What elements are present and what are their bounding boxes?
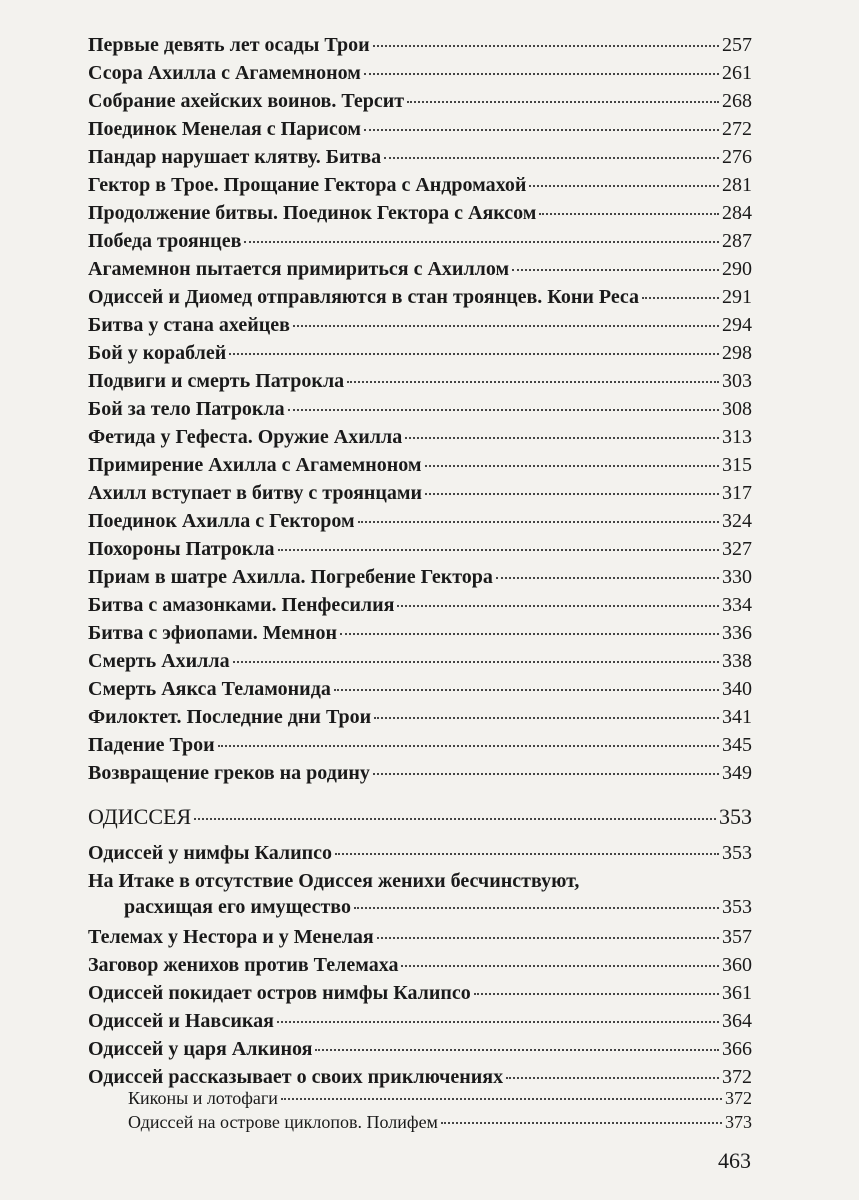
toc-entry-title: Одиссей на острове циклопов. Полифем bbox=[128, 1112, 438, 1132]
toc-entry bbox=[88, 286, 752, 314]
toc-entry bbox=[88, 622, 752, 650]
toc-entry-title: Ссора Ахилла с Агамемноном bbox=[88, 62, 361, 84]
dot-leader bbox=[347, 381, 719, 383]
toc-entry bbox=[88, 342, 752, 370]
dot-leader bbox=[358, 521, 719, 523]
dot-leader bbox=[642, 297, 719, 299]
toc-entry-page: 272 bbox=[722, 118, 752, 140]
toc-entry-page: 357 bbox=[722, 926, 752, 948]
dot-leader bbox=[334, 689, 719, 691]
dot-leader bbox=[474, 993, 719, 995]
toc-entry-title: Одиссей и Навсикая bbox=[88, 1010, 274, 1032]
toc-entry-page: 290 bbox=[722, 258, 752, 280]
toc-entry bbox=[88, 762, 752, 790]
toc-entry bbox=[88, 926, 752, 954]
toc-entry bbox=[88, 566, 752, 594]
toc-entry-page: 372 bbox=[725, 1088, 752, 1108]
toc-entry-title: Фетида у Гефеста. Оружие Ахилла bbox=[88, 426, 403, 448]
toc-entry-page: 284 bbox=[722, 202, 752, 224]
toc-entry-title: Телемах у Нестора и у Менелая bbox=[88, 926, 374, 948]
toc-entry-page: 345 bbox=[722, 734, 752, 756]
dot-leader bbox=[281, 1098, 722, 1100]
toc-entry-title: Смерть Аякса Теламонида bbox=[88, 678, 331, 700]
toc-entry-title: Приам в шатре Ахилла. Погребение Гектора bbox=[88, 566, 493, 588]
toc-entry-page: 366 bbox=[722, 1038, 752, 1060]
toc-entry-page: 353 bbox=[719, 804, 752, 829]
toc-section-heading bbox=[88, 804, 752, 832]
dot-leader bbox=[405, 437, 719, 439]
toc-entry bbox=[88, 842, 752, 870]
dot-leader bbox=[374, 717, 719, 719]
toc-entry bbox=[88, 34, 752, 62]
toc-entry-title: Победа троянцев bbox=[88, 230, 242, 252]
toc-entry-title: Одиссей рассказывает о своих приключениях bbox=[88, 1066, 504, 1088]
toc-entry bbox=[88, 398, 752, 426]
dot-leader bbox=[397, 605, 719, 607]
toc-entry-title: Примирение Ахилла с Агамемноном bbox=[88, 454, 422, 476]
toc-entry-title: Битва у стана ахейцев bbox=[88, 314, 290, 336]
toc-entry-title: Продолжение битвы. Поединок Гектора с Аяксом bbox=[88, 202, 537, 224]
toc-entry-page: 336 bbox=[722, 622, 752, 644]
dot-leader bbox=[364, 129, 719, 131]
dot-leader bbox=[496, 577, 719, 579]
dot-leader bbox=[354, 907, 719, 909]
toc-entry bbox=[88, 1112, 752, 1140]
toc-entry-title: Собрание ахейских воинов. Терсит bbox=[88, 90, 405, 112]
dot-leader bbox=[401, 965, 719, 967]
toc-entry bbox=[88, 510, 752, 538]
toc-entry-title: Смерть Ахилла bbox=[88, 650, 230, 672]
dot-leader bbox=[384, 157, 719, 159]
toc-entry-page: 257 bbox=[722, 34, 752, 56]
toc-entry-page: 324 bbox=[722, 510, 752, 532]
toc-entry bbox=[88, 146, 752, 174]
dot-leader bbox=[373, 45, 719, 47]
toc-entry-title: расхищая его имущество bbox=[124, 896, 351, 918]
toc-entry-title: Заговор женихов против Телемаха bbox=[88, 954, 399, 976]
toc-entry-title: Подвиги и смерть Патрокла bbox=[88, 370, 345, 392]
dot-leader bbox=[441, 1122, 722, 1124]
toc-entry-title: Пандар нарушает клятву. Битва bbox=[88, 146, 382, 168]
dot-leader bbox=[229, 353, 719, 355]
toc-entry bbox=[88, 202, 752, 230]
toc-entry-page: 268 bbox=[722, 90, 752, 112]
toc-entry bbox=[88, 118, 752, 146]
dot-leader bbox=[340, 633, 719, 635]
dot-leader bbox=[425, 493, 719, 495]
toc-entry-page: 315 bbox=[722, 454, 752, 476]
toc-entry bbox=[88, 62, 752, 90]
toc-entry bbox=[88, 426, 752, 454]
toc-entry-page: 287 bbox=[722, 230, 752, 252]
toc-entry-page: 291 bbox=[722, 286, 752, 308]
dot-leader bbox=[278, 549, 719, 551]
toc-entry-page: 261 bbox=[722, 62, 752, 84]
toc-entry bbox=[88, 230, 752, 258]
toc-entry-title: ОДИССЕЯ bbox=[88, 804, 192, 829]
toc-entry-page: 298 bbox=[722, 342, 752, 364]
toc-entry bbox=[88, 650, 752, 678]
dot-leader bbox=[293, 325, 719, 327]
toc-entry bbox=[88, 258, 752, 286]
toc-entry bbox=[88, 594, 752, 622]
dot-leader bbox=[233, 661, 719, 663]
toc-entry-page: 281 bbox=[722, 174, 752, 196]
dot-leader bbox=[277, 1021, 719, 1023]
toc-entry-title: Бой за тело Патрокла bbox=[88, 398, 285, 420]
dot-leader bbox=[377, 937, 719, 939]
toc-entry-title: На Итаке в отсутствие Одиссея женихи бесчинствуют, bbox=[88, 870, 580, 892]
toc-entry-page: 364 bbox=[722, 1010, 752, 1032]
toc-entry-page: 361 bbox=[722, 982, 752, 1004]
toc-entry bbox=[88, 896, 752, 924]
toc-entry bbox=[88, 706, 752, 734]
toc-entry-page: 340 bbox=[722, 678, 752, 700]
toc-entry-page: 303 bbox=[722, 370, 752, 392]
toc-entry-page: 341 bbox=[722, 706, 752, 728]
toc-entry bbox=[88, 482, 752, 510]
toc-entry-page: 308 bbox=[722, 398, 752, 420]
toc-entry-title: Гектор в Трое. Прощание Гектора с Андромахой bbox=[88, 174, 527, 196]
toc-entry-page: 313 bbox=[722, 426, 752, 448]
toc-entry bbox=[88, 870, 752, 898]
dot-leader bbox=[288, 409, 719, 411]
toc-entry-title: Падение Трои bbox=[88, 734, 215, 756]
toc-entry-page: 353 bbox=[722, 842, 752, 864]
toc-entry-title: Битва с амазонками. Пенфесилия bbox=[88, 594, 395, 616]
page-number: 463 bbox=[718, 1148, 751, 1173]
toc-entry bbox=[88, 982, 752, 1010]
toc-entry bbox=[88, 90, 752, 118]
toc-entry-page: 330 bbox=[722, 566, 752, 588]
dot-leader bbox=[506, 1077, 719, 1079]
toc-entry-page: 276 bbox=[722, 146, 752, 168]
toc-entry-page: 338 bbox=[722, 650, 752, 672]
dot-leader bbox=[512, 269, 719, 271]
toc-entry-page: 360 bbox=[722, 954, 752, 976]
dot-leader bbox=[529, 185, 719, 187]
dot-leader bbox=[539, 213, 719, 215]
toc-entry-title: Одиссей покидает остров нимфы Калипсо bbox=[88, 982, 471, 1004]
dot-leader bbox=[407, 101, 719, 103]
toc-entry bbox=[88, 678, 752, 706]
toc-entry bbox=[88, 314, 752, 342]
toc-entry-title: Одиссей и Диомед отправляются в стан троянцев. Кони Реса bbox=[88, 286, 640, 308]
toc-entry-title: Филоктет. Последние дни Трои bbox=[88, 706, 372, 728]
toc-entry bbox=[88, 1010, 752, 1038]
toc-entry-title: Битва с эфиопами. Мемнон bbox=[88, 622, 337, 644]
dot-leader bbox=[218, 745, 719, 747]
toc-entry bbox=[88, 454, 752, 482]
toc-entry-page: 317 bbox=[722, 482, 752, 504]
toc-entry-title: Поединок Менелая с Парисом bbox=[88, 118, 361, 140]
toc-entry-page: 372 bbox=[722, 1066, 752, 1088]
toc-entry-title: Первые девять лет осады Трои bbox=[88, 34, 370, 56]
toc-entry bbox=[88, 1038, 752, 1066]
toc-entry-title: Агамемнон пытается примириться с Ахиллом bbox=[88, 258, 510, 280]
dot-leader bbox=[244, 241, 719, 243]
toc-entry bbox=[88, 370, 752, 398]
dot-leader bbox=[373, 773, 719, 775]
toc-entry bbox=[88, 954, 752, 982]
toc-entry-title: Поединок Ахилла с Гектором bbox=[88, 510, 355, 532]
toc-entry-page: 327 bbox=[722, 538, 752, 560]
dot-leader bbox=[315, 1049, 719, 1051]
toc-entry-page: 349 bbox=[722, 762, 752, 784]
toc-entry bbox=[88, 174, 752, 202]
toc-entry-page: 334 bbox=[722, 594, 752, 616]
toc-entry-title: Похороны Патрокла bbox=[88, 538, 275, 560]
toc-entry-title: Возвращение греков на родину bbox=[88, 762, 370, 784]
toc-entry-title: Киконы и лотофаги bbox=[128, 1088, 278, 1108]
toc-entry-title: Одиссей у нимфы Калипсо bbox=[88, 842, 333, 864]
toc-entry-page: 353 bbox=[722, 896, 752, 918]
toc-entry bbox=[88, 734, 752, 762]
dot-leader bbox=[335, 853, 719, 855]
toc-entry-title: Ахилл вступает в битву с троянцами bbox=[88, 482, 423, 504]
dot-leader bbox=[194, 818, 716, 820]
toc-entry-page: 373 bbox=[725, 1112, 752, 1132]
toc-entry-title: Бой у кораблей bbox=[88, 342, 227, 364]
toc-entry-page: 294 bbox=[722, 314, 752, 336]
toc-entry-title: Одиссей у царя Алкиноя bbox=[88, 1038, 313, 1060]
toc-entry bbox=[88, 538, 752, 566]
dot-leader bbox=[364, 73, 719, 75]
dot-leader bbox=[425, 465, 720, 467]
